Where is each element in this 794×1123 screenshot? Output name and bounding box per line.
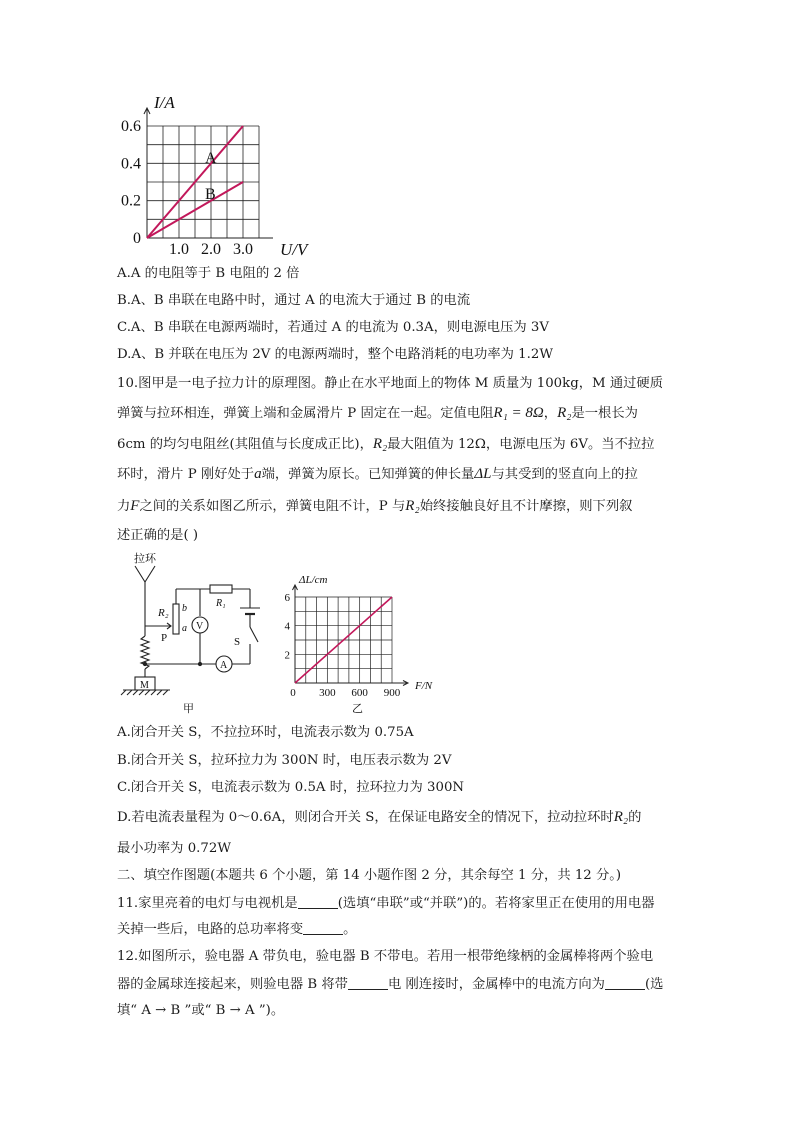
section-2-heading: 二、填空作图题(本题共 6 个小题，第 14 小题作图 2 分，其余每空 1 分，共 12 分。) [117,868,622,883]
dl-chart [280,566,440,716]
iu-x-tick: 1.0 [169,241,189,258]
q9-option-d: D.A、B 并联在电压为 2V 的电源两端时，整个电路消耗的电功率为 1.2W [117,347,553,362]
dl-x-tick: 300 [319,687,336,699]
q10-line-4: 环时，滑片 P 刚好处于a端，弹簧为原长。已知弹簧的伸长量ΔL与其受到的竖直向上的拉 [117,466,638,482]
q11-line-2: 关掉一些后，电路的总功率将变 。 [117,922,357,937]
q11-line-1: 11.家里亮着的电灯与电视机是 (选填“串联”或“并联”)的。若将家里正在使用的用电器 [117,896,655,911]
iu-y-tick: 0.6 [121,118,141,135]
a-label: a [182,623,187,634]
q12-blank-2[interactable] [605,977,645,990]
q10-line-2: 弹簧与拉环相连，弹簧上端和金属滑片 P 固定在一起。定值电阻R₁ = 8Ω，R₂是一根长为 [117,405,638,421]
iu-x-axis-label: U/V [280,240,308,259]
r1-label: R₁ [216,598,226,609]
q10-line-1: 10.图甲是一电子拉力计的原理图。静止在水平地面上的物体 M 质量为 100kg，M 通过硬质 [117,376,664,391]
dl-y-tick: 6 [284,592,290,604]
dl-caption: 乙 [352,703,363,715]
iu-y-tick: 0.4 [121,155,141,173]
q11-blank-2[interactable] [303,922,343,935]
q12-line-1: 12.如图所示，验电器 A 带负电，验电器 B 不带电。若用一根带绝缘柄的金属棒将两个验电 [117,949,654,964]
switch-label: S [234,636,241,648]
ring-label: 拉环 [134,553,156,565]
iu-y-tick: 0.2 [121,192,141,210]
q12-blank-1[interactable] [348,977,388,990]
q10-line-3: 6cm 的均匀电阻丝(其阻值与长度成正比)，R₂最大阻值为 12Ω，电源电压为 6V。当不拉拉 [117,436,655,452]
q10-line-5: 力F之间的关系如图乙所示，弹簧电阻不计，P 与R₂始终接触良好且不计摩擦，则下列叙 [117,498,633,514]
q10-option-d-line-2: 最小功率为 0.72W [117,841,231,856]
q9-option-b: B.A、B 串联在电路中时，通过 A 的电流大于通过 B 的电流 [117,293,471,308]
b-label: b [182,603,187,614]
p-label: P [161,632,168,644]
q12-line-3: 填“ A → B ”或“ B → A ”)。 [117,1003,285,1018]
q9-option-a: A.A 的电阻等于 B 电阻的 2 倍 [117,266,300,281]
q10-option-b: B.闭合开关 S，拉环拉力为 300N 时，电压表示数为 2V [117,753,452,768]
mass-label: M [140,680,149,691]
iu-y-axis-label: I/A [154,93,175,112]
iu-series-label-b: B [205,186,216,203]
r2-label: R₂ [158,607,169,619]
switch-s [250,627,258,642]
voltmeter-label: V [196,621,204,632]
dl-y-tick: 2 [284,649,290,662]
q10-option-d-line-1: D.若电流表量程为 0～0.6A，则闭合开关 S，在保证电路安全的情况下，拉动拉环时R₂的 [117,809,642,825]
circuit-caption: 甲 [183,703,194,715]
circuit-diagram [118,554,278,714]
iu-chart [115,88,308,259]
q10-line-6: 述正确的是( ) [117,528,199,543]
q9-option-c: C.A、B 串联在电源两端时，若通过 A 的电流为 0.3A，则电源电压为 3V [117,320,549,335]
iu-series-label-a: A [205,150,217,167]
dl-x-tick: 900 [383,687,401,699]
q11-blank-1[interactable] [298,896,338,909]
dl-x-tick: 600 [351,687,368,699]
q12-line-2: 器的金属球连接起来，则验电器 B 将带 电 刚连接时，金属棒中的电流方向为 (选 [117,977,664,992]
ammeter-label: A [220,660,228,671]
q10-option-a: A.闭合开关 S，不拉拉环时，电流表示数为 0.75A [117,725,414,740]
resistor-r1 [210,585,232,593]
iu-x-tick: 3.0 [233,241,253,258]
dl-y-axis-label: ΔL/cm [299,574,328,586]
rheostat-r2 [173,604,179,634]
dl-x-tick: 0 [290,687,296,699]
dl-y-tick: 4 [284,620,290,633]
iu-y-tick: 0 [133,230,141,247]
dl-x-axis-label: F/N [415,680,433,692]
pull-ring-icon [135,566,155,582]
iu-x-tick: 2.0 [201,241,221,258]
q10-option-c: C.闭合开关 S，电流表示数为 0.5A 时，拉环拉力为 300N [117,780,465,795]
